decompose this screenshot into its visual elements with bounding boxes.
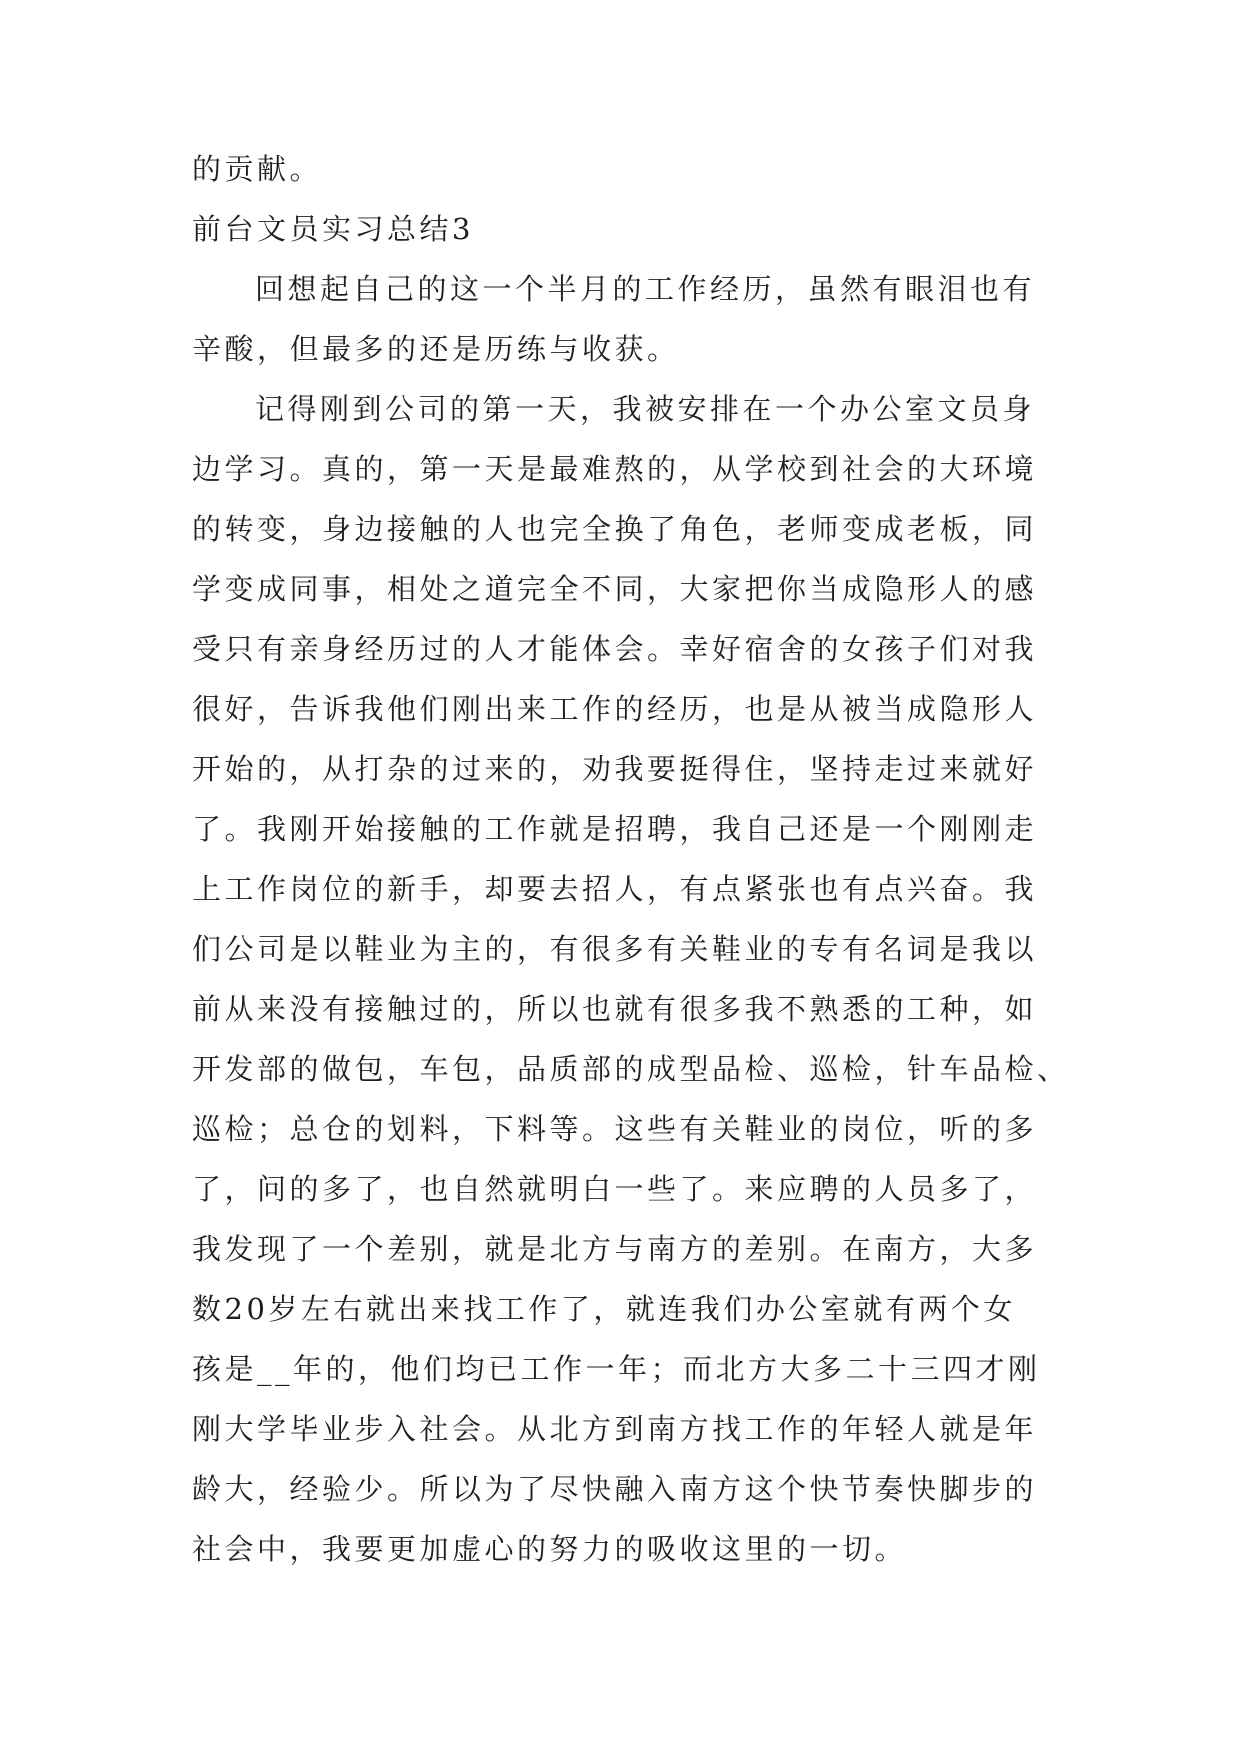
paragraph-2-line: 了。我刚开始接触的工作就是招聘，我自己还是一个刚刚走: [192, 812, 1038, 846]
paragraph-2-line: 刚大学毕业步入社会。从北方到南方找工作的年轻人就是年: [192, 1412, 1038, 1446]
section-title: 前台文员实习总结3: [192, 212, 474, 246]
paragraph-2-line: 受只有亲身经历过的人才能体会。幸好宿舍的女孩子们对我: [192, 632, 1038, 666]
paragraph-2-line: 龄大，经验少。所以为了尽快融入南方这个快节奏快脚步的: [192, 1472, 1038, 1506]
paragraph-1-line: 回想起自己的这一个半月的工作经历，虽然有眼泪也有: [255, 272, 1036, 306]
paragraph-2-line: 边学习。真的，第一天是最难熬的，从学校到社会的大环境: [192, 452, 1038, 486]
paragraph-2-line: 我发现了一个差别，就是北方与南方的差别。在南方，大多: [192, 1232, 1038, 1266]
paragraph-2-line: 巡检；总仓的划料，下料等。这些有关鞋业的岗位，听的多: [192, 1112, 1038, 1146]
paragraph-2-line: 很好，告诉我他们刚出来工作的经历，也是从被当成隐形人: [192, 692, 1038, 726]
paragraph-2-line: 们公司是以鞋业为主的，有很多有关鞋业的专有名词是我以: [192, 932, 1038, 966]
paragraph-2-line: 的转变，身边接触的人也完全换了角色，老师变成老板，同: [192, 512, 1038, 546]
paragraph-2-line: 学变成同事，相处之道完全不同，大家把你当成隐形人的感: [192, 572, 1038, 606]
paragraph-2-line: 开始的，从打杂的过来的，劝我要挺得住，坚持走过来就好: [192, 752, 1038, 786]
paragraph-1-line: 辛酸，但最多的还是历练与收获。: [192, 332, 680, 366]
paragraph-2-line: 社会中，我要更加虚心的努力的吸收这里的一切。: [192, 1532, 908, 1566]
paragraph-2-line: 上工作岗位的新手，却要去招人，有点紧张也有点兴奋。我: [192, 872, 1038, 906]
paragraph-2-line: 前从来没有接触过的，所以也就有很多我不熟悉的工种，如: [192, 992, 1038, 1026]
paragraph-2-line: 数20岁左右就出来找工作了，就连我们办公室就有两个女: [192, 1292, 1016, 1326]
paragraph-2-line: 开发部的做包，车包，品质部的成型品检、巡检，针车品检、: [192, 1052, 1070, 1086]
paragraph-2-line: 记得刚到公司的第一天，我被安排在一个办公室文员身: [255, 392, 1036, 426]
paragraph-2-line: 了，问的多了，也自然就明白一些了。来应聘的人员多了，: [192, 1172, 1038, 1206]
paragraph-2-line: 孩是__年的，他们均已工作一年；而北方大多二十三四才刚: [192, 1352, 1041, 1386]
text-line: 的贡献。: [192, 152, 323, 186]
